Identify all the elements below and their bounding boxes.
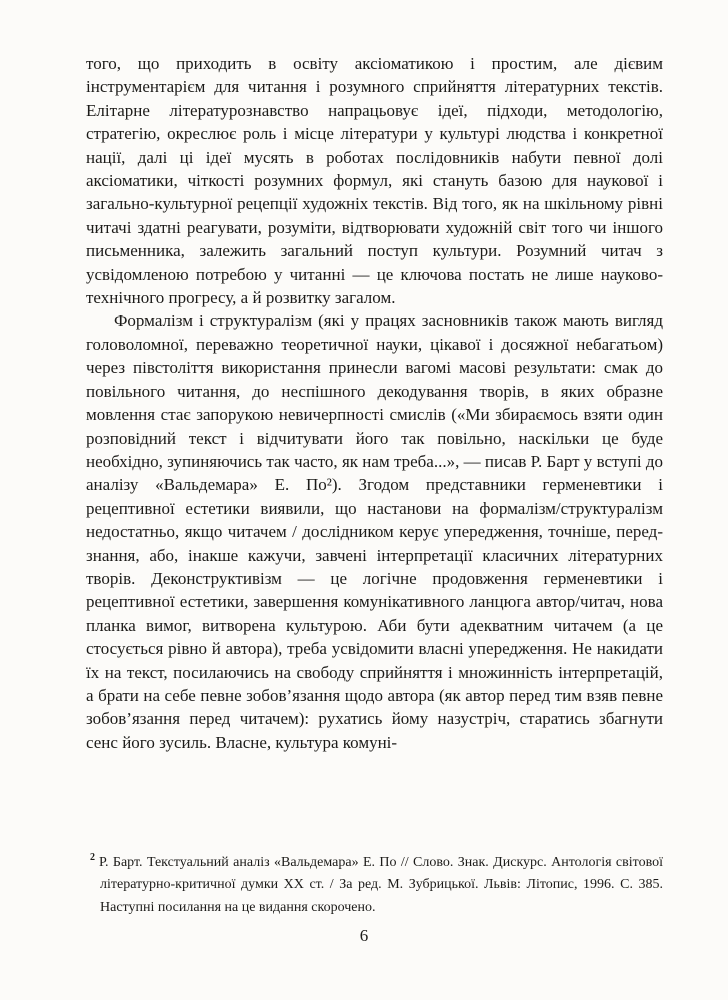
- paragraph-formalism: Формалізм і структуралізм (які у працях засновників також мають вигляд головоломної, переважно теоретичної науки, цікавої і досяжної небагатьом) через півстоліття використання принесли вагомі масові результати: смак до повільного читання, до неспішного декодування творів, в яких образне мовлення стає запорукою невичерпності смислів («Ми збираємось взяти один розповідний текст і відчитувати його так повільно, наскільки це буде необхідно, зупиняючись так часто, як нам треба...», — писав Р. Барт у вступі до аналізу «Вальдемара» Е. По²). Згодом представники герменевтики і рецептивної естетики виявили, що настанови на формалізм/структуралізм недостатньо, якщо читачем / дослідником керує упередження, точніше, перед-знання, або, інакше кажучи, завчені інтерпретації класичних літературних творів. Деконструктивізм — це логічне продовження герменевтики і рецептивної естетики, завершення комунікативного ланцюга автор/читач, нова планка вимог, витворена культурою. Аби бути адекватним читачем (а це стосується рівно й автора), треба усвідомити власні упередження. Не накидати їх на текст, посилаючись на свободу сприйняття і множинність інтерпретацій, а брати на себе певне зобов’язання щодо автора (як автор перед тим взяв певне зобов’язання перед читачем): рухатись йому назустріч, старатись збагнути сенс його зусиль. Власне, культура комуні-: [86, 311, 663, 752]
- footnote-marker: 2: [90, 852, 95, 864]
- footnote-area: [86, 852, 663, 919]
- paragraph-continuation: того, що приходить в освіту аксіоматикою і простим, але дієвим інструментарієм для читання і розумного сприйняття літературних текстів. Елітарне літературознавство напрацьовує ідеї, підходи, методологію, стратегію, окреслює роль і місце літератури у культурі людства і конкретної нації, далі ці ідеї мусять в роботах послідовників набути певної долі аксіоматики, чіткості розумних формул, які стануть базою для наукової і загально-культурної рецепції художніх текстів. Від того, як на шкільному рівні читачі здатні реагувати, розуміти, відтворювати художній світ того чи іншого письменника, залежить загальний поступ культури. Розумний читач з усвідомленою потребою у читанні — це ключова постать не лише науково-технічного прогресу, а й розвитку загалом.: [86, 54, 663, 308]
- footnote-text: Р. Барт. Текстуальний аналіз «Вальдемара» Е. По // Слово. Знак. Дискурс. Антологія світової літературно-критичної думки ХХ ст. / За ред. М. Зубрицької. Львів: Літопис, 1996. С. 385. Наступні посилання на це видання скорочено.: [99, 855, 663, 915]
- footnote: [86, 852, 663, 919]
- body-text: [86, 52, 663, 754]
- page-number: 6: [359, 926, 369, 945]
